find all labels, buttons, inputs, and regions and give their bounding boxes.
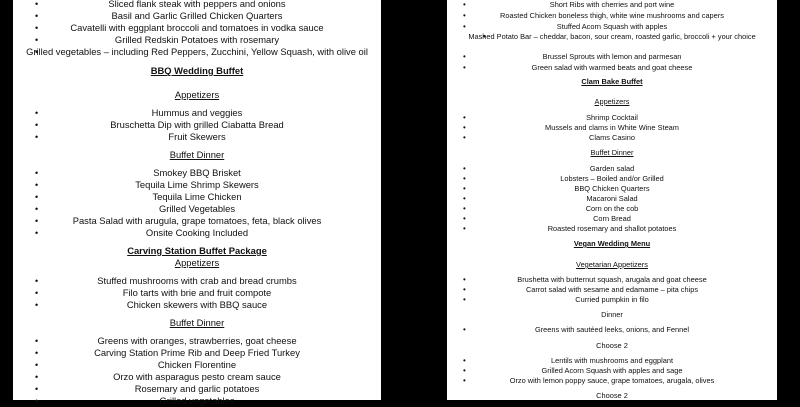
- list-item: • Carrot salad with sesame and edamame – pita chips: [447, 285, 777, 295]
- list-item: • Green salad with warmed beats and goat cheese: [447, 63, 777, 73]
- list-item: • Sliced flank steak with peppers and onions: [13, 0, 381, 10]
- list-item: • Stuffed Acorn Squash with apples: [447, 22, 777, 32]
- list-item: • Grilled Redskin Potatoes with rosemary: [13, 34, 381, 46]
- list-item: • Brussel Sprouts with lemon and parmesan: [447, 52, 777, 62]
- vegetarian-appetizers-heading: Vegetarian Appetizers: [576, 260, 648, 269]
- list-item: • Lentils with mushrooms and eggplant: [447, 356, 777, 366]
- list-item: • Cavatelli with eggplant broccoli and tomatoes in vodka sauce: [13, 22, 381, 34]
- list-item: • Orzo with asparagus pesto cream sauce: [13, 371, 381, 383]
- list-item: • Grilled Vegetables: [13, 203, 381, 215]
- clam-bake-title: Clam Bake Buffet: [581, 77, 643, 86]
- list-item: • Brushetta with butternut squash, arugala and goat cheese: [447, 275, 777, 285]
- list-item: • Greens with oranges, strawberries, goat cheese: [13, 335, 381, 347]
- vegan-menu-title: Vegan Wedding Menu: [573, 239, 651, 248]
- choose-two-label-second: Choose 2: [596, 391, 628, 400]
- clam-dinner-heading: Buffet Dinner: [590, 148, 634, 157]
- menu-page-right: [447, 0, 777, 400]
- list-item: • Roasted Chicken boneless thigh, white wine mushrooms and capers: [447, 11, 777, 21]
- list-item: • Tequila Lime Chicken: [13, 191, 381, 203]
- list-item: • Grilled vegetables – including Red Peppers, Zucchini, Yellow Squash, with olive oil: [13, 46, 381, 58]
- list-item: • Corn Bread: [447, 214, 777, 224]
- bbq-dinner-heading: Buffet Dinner: [169, 149, 225, 160]
- list-item: • Chicken skewers with BBQ sauce: [13, 299, 381, 311]
- list-item: • Macaroni Salad: [447, 194, 777, 204]
- list-item: • Tequila Lime Shrimp Skewers: [13, 179, 381, 191]
- list-item: • Stuffed mushrooms with crab and bread crumbs: [13, 275, 381, 287]
- list-item: • Greens with sautéed leeks, onions, and Fennel: [447, 325, 777, 335]
- list-item: • Filo tarts with brie and fruit compote: [13, 287, 381, 299]
- clam-appetizers-heading: Appetizers: [594, 97, 630, 106]
- list-item: • Rosemary and garlic potatoes: [13, 383, 381, 395]
- list-item: • Shrimp Cocktail: [447, 113, 777, 123]
- carving-package-title: Carving Station Buffet Package: [127, 245, 267, 256]
- list-item: • Garden salad: [447, 164, 777, 174]
- list-item: • Pasta Salad with arugula, grape tomatoes, feta, black olives: [13, 215, 381, 227]
- list-item: • Short Ribs with cherries and port wine: [447, 0, 777, 10]
- list-item: • Fruit Skewers: [13, 131, 381, 143]
- bbq-buffet-title: BBQ Wedding Buffet: [150, 65, 244, 76]
- list-item: • Carving Station Prime Rib and Deep Fried Turkey: [13, 347, 381, 359]
- list-item: • Grilled Acorn Squash with apples and sage: [447, 366, 777, 376]
- menu-page-left: [13, 0, 381, 406]
- carving-dinner-heading: Buffet Dinner: [169, 317, 225, 328]
- list-item: • Onsite Cooking Included: [13, 227, 381, 239]
- list-item: • Orzo with lemon poppy sauce, grape tomatoes, arugala, olives: [447, 376, 777, 386]
- list-item: • Chicken Florentine: [13, 359, 381, 371]
- list-item: • Lobsters – Boiled and/or Grilled: [447, 174, 777, 184]
- list-item: • Curried pumpkin in filo: [447, 295, 777, 305]
- bbq-appetizers-heading: Appetizers: [174, 89, 220, 100]
- list-item: • Smokey BBQ Brisket: [13, 167, 381, 179]
- list-item: • Basil and Garlic Grilled Chicken Quarters: [13, 10, 381, 22]
- list-item: • BBQ Chicken Quarters: [447, 184, 777, 194]
- list-item: • Mashed Potato Bar – cheddar, bacon, sour cream, roasted garlic, broccoli + your choice: [467, 32, 757, 42]
- carving-appetizers-heading: Appetizers: [174, 257, 220, 268]
- list-item: • Clams Casino: [447, 133, 777, 143]
- choose-two-label: Choose 2: [596, 341, 628, 350]
- list-item: • Bruschetta Dip with grilled Ciabatta Bread: [13, 119, 381, 131]
- vegan-dinner-heading: Dinner: [601, 310, 623, 319]
- list-item: • Grilled vegetables: [13, 395, 381, 407]
- list-item: • Mussels and clams in White Wine Steam: [447, 123, 777, 133]
- list-item: • Corn on the cob: [447, 204, 777, 214]
- list-item: • Roasted rosemary and shallot potatoes: [447, 224, 777, 234]
- list-item: • Hummus and veggies: [13, 107, 381, 119]
